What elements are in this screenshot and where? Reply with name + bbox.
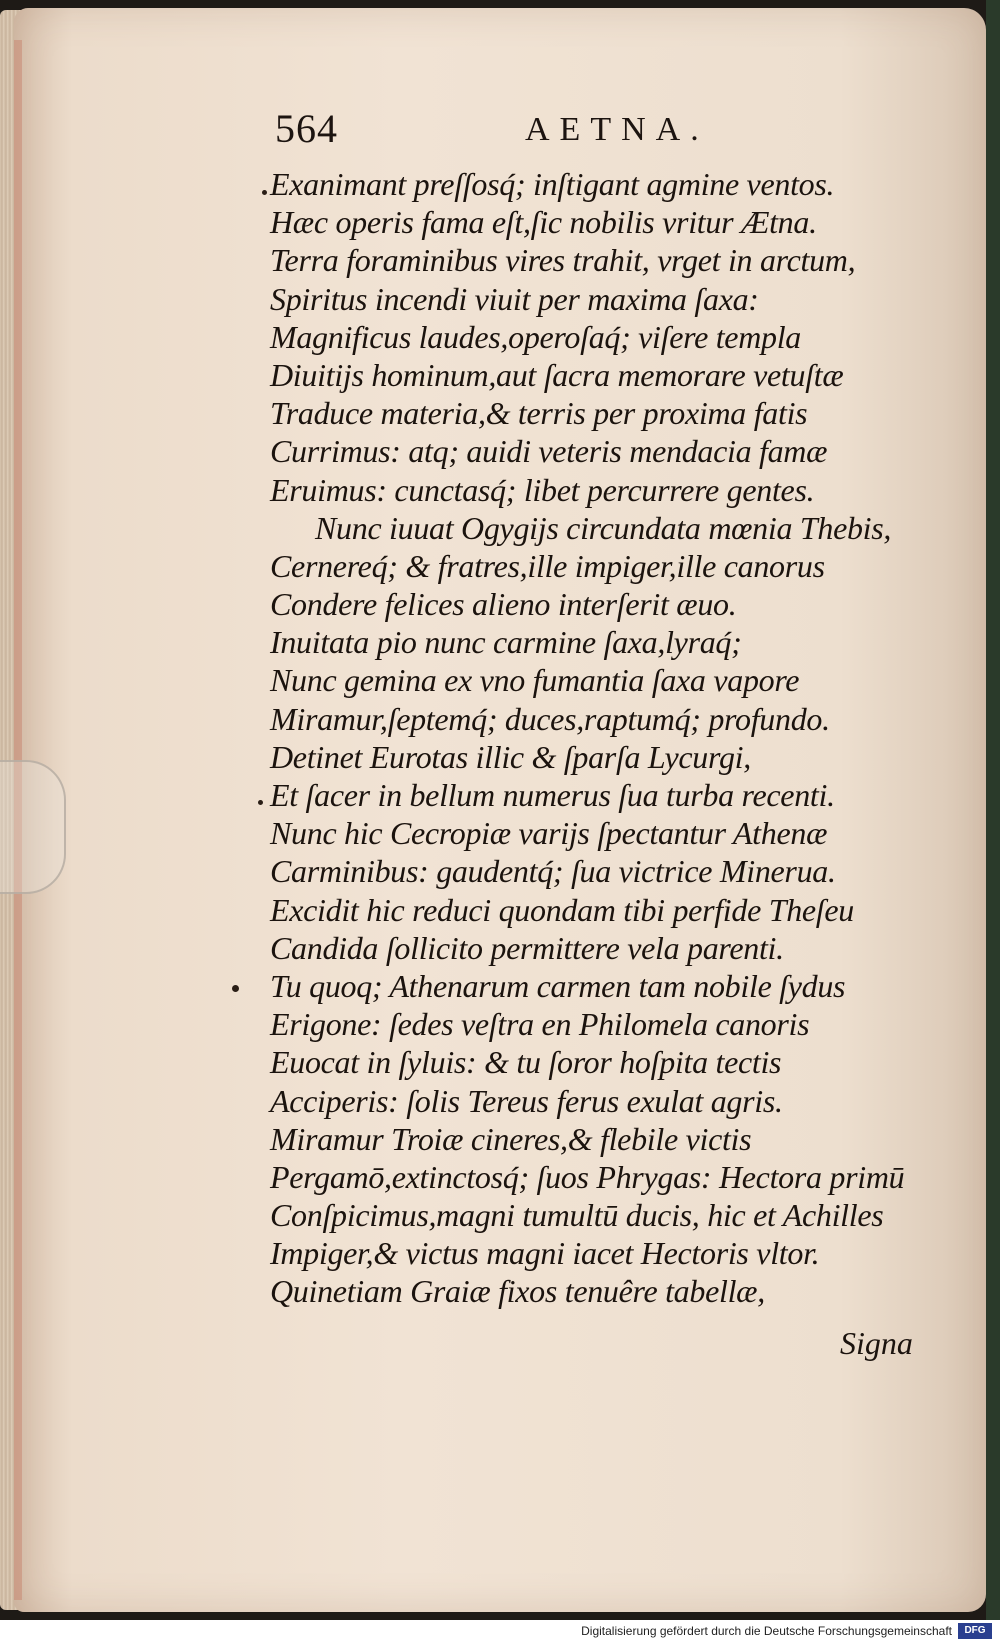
verse-line: Nunc hic Cecropiæ varijs ſpectantur Athenæ	[270, 815, 828, 852]
verse-line: Eruimus: cunctasq́; libet percurrere gentes.	[270, 471, 815, 508]
verse-line: Inuitata pio nunc carmine ſaxa,lyraq́;	[270, 624, 742, 661]
verse-line: Impiger,& victus magni iacet Hectoris vltor.	[270, 1235, 820, 1272]
dfg-logo: DFG	[958, 1623, 992, 1639]
verse-line: Acciperis: ſolis Tereus ferus exulat agris.	[270, 1082, 783, 1119]
verse-line: Conſpicimus,magni tumultū ducis, hic et Achilles	[270, 1197, 884, 1234]
verse-line: Spiritus incendi viuit per maxima ſaxa:	[270, 280, 759, 317]
verse-line: Traduce materia,& terris per proxima fatis	[270, 395, 808, 432]
verse-line: Currimus: atq; auidi veteris mendacia famæ	[270, 433, 828, 470]
verse-line: Hæc operis fama eſt,ſic nobilis vritur Ætna.	[270, 204, 817, 241]
verse-line: Miramur Troiæ cineres,& flebile victis	[270, 1120, 752, 1157]
running-title: AETNA.	[525, 111, 709, 148]
page-header	[275, 105, 895, 155]
verse-line: Condere felices alieno interſerit æuo.	[270, 586, 737, 623]
verse-line: Et ſacer in bellum numerus ſua turba recenti.	[270, 777, 835, 813]
verse-line: Cernereq́; & fratres,ille impiger,ille canorus	[270, 547, 825, 584]
verse-line: Exanimant preſſosq́; inſtigant agmine ventos.	[270, 166, 835, 202]
scan-border	[986, 0, 1000, 1620]
verse-line: Nunc gemina ex vno fumantia ſaxa vapore	[270, 662, 800, 699]
ink-mark	[232, 985, 239, 992]
verse-line: Tu quoq; Athenarum carmen tam nobile ſydus	[270, 967, 846, 1004]
verse-line: Detinet Eurotas illic & ſparſa Lycurgi,	[270, 738, 751, 775]
verse-line: Nunc iuuat Ogygijs circundata mœnia Thebis,	[315, 509, 892, 546]
page-clip	[0, 760, 66, 894]
verse-line: Quinetiam Graiæ fixos tenuêre tabellæ,	[270, 1273, 765, 1310]
verse-line: Pergamō,extinctosq́; ſuos Phrygas: Hectora primū	[270, 1158, 905, 1195]
verse-line: Euocat in ſyluis: & tu ſoror hoſpita tectis	[270, 1044, 782, 1081]
verse-line: Miramur,ſeptemq́; duces,raptumq́; profundo.	[270, 700, 830, 737]
verse-line: Carminibus: gaudentq́; ſua victrice Minerua.	[270, 853, 836, 890]
verse-line: Terra foraminibus vires trahit, vrget in arctum,	[270, 242, 856, 279]
verse-text	[270, 165, 960, 1311]
catchword: Signa	[840, 1325, 913, 1361]
ink-mark	[258, 800, 263, 805]
ink-mark	[262, 190, 267, 195]
verse-line: Erigone: ſedes veſtra en Philomela canoris	[270, 1006, 810, 1043]
verse-line: Excidit hic reduci quondam tibi perfide Theſeu	[270, 891, 854, 928]
verse-line: Diuitijs hominum,aut ſacra memorare vetuſtæ	[270, 356, 844, 393]
verse-line: Magnificus laudes,operoſaq́; viſere templa	[270, 318, 801, 355]
page-number: 564	[275, 106, 338, 151]
footer-bar	[0, 1620, 1000, 1644]
verse-line: Candida ſollicito permittere vela parenti.	[270, 929, 784, 966]
funding-credit: Digitalisierung gefördert durch die Deutsche Forschungsgemeinschaft	[581, 1624, 952, 1638]
